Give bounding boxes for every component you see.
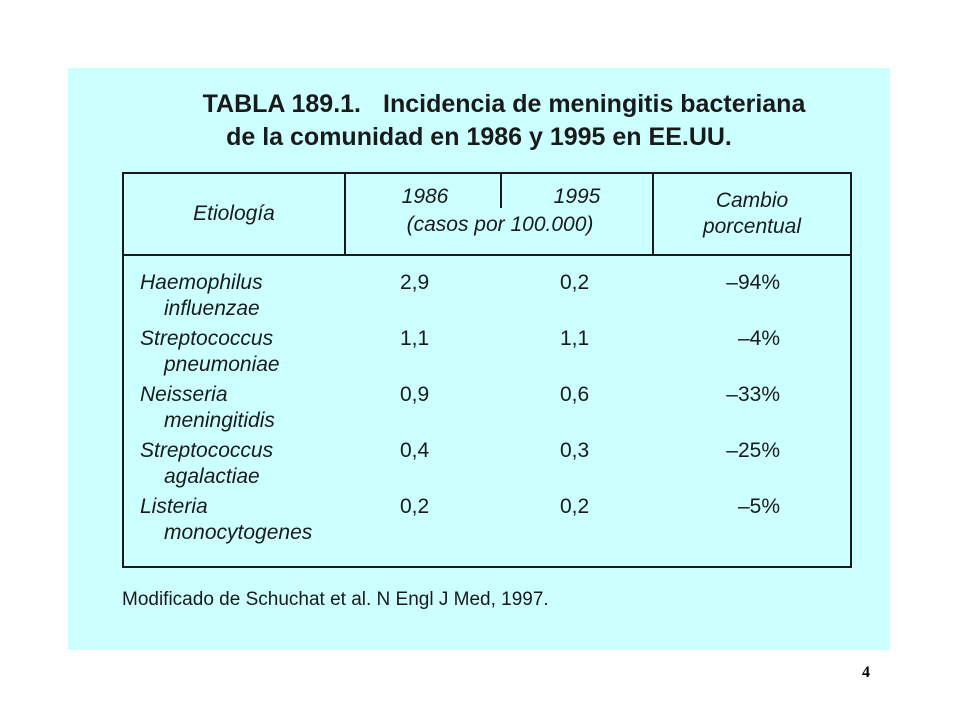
column-divider (344, 174, 346, 254)
etiology-species: monocytogenes (164, 521, 313, 544)
value-change: –4% (737, 327, 780, 350)
value-change: –25% (726, 439, 780, 462)
etiology-name (140, 438, 273, 490)
header-cambio-porcentual (654, 188, 850, 240)
table-row (124, 438, 850, 494)
title-line-1: Incidencia de meningitis bacteriana (383, 90, 806, 118)
value-1995: 0,2 (560, 271, 590, 294)
value-1995: 1,1 (560, 327, 590, 350)
header-etiologia: Etiología (193, 202, 275, 225)
table-row (124, 326, 850, 382)
etiology-species: pneumoniae (164, 353, 280, 376)
etiology-name (140, 326, 280, 378)
header-cambio-line1: Cambio (715, 189, 789, 212)
etiology-name (140, 494, 312, 546)
etiology-species: agalactiae (164, 465, 260, 488)
value-1986: 2,9 (400, 271, 430, 294)
value-1986: 0,9 (400, 383, 430, 406)
etiology-name (140, 270, 263, 322)
value-1986: 0,2 (400, 495, 430, 518)
value-1986: 0,4 (400, 439, 430, 462)
slide-panel (68, 68, 890, 650)
etiology-genus: Streptococcus (140, 439, 274, 462)
table-row (124, 382, 850, 438)
value-1995: 0,2 (560, 495, 590, 518)
table-row (124, 494, 850, 550)
etiology-genus: Haemophilus (140, 271, 263, 294)
etiology-species: meningitidis (164, 409, 275, 432)
value-1995: 0,3 (560, 439, 590, 462)
etiology-name (140, 382, 275, 434)
header-1995: 1995 (553, 185, 601, 208)
header-divider (124, 254, 850, 256)
value-1986: 1,1 (400, 327, 430, 350)
value-change: –5% (737, 495, 780, 518)
header-cambio-line2: porcentual (702, 215, 802, 238)
value-change: –94% (726, 271, 780, 294)
table-title (68, 88, 890, 154)
incidence-table (122, 172, 852, 568)
header-1986: 1986 (401, 185, 449, 208)
value-change: –33% (726, 383, 780, 406)
table-row (124, 270, 850, 326)
etiology-species: influenzae (164, 297, 260, 320)
etiology-genus: Neisseria (140, 383, 228, 406)
page-number: 4 (862, 664, 870, 681)
table-label: TABLA 189.1. (202, 90, 361, 118)
title-line-2: de la comunidad en 1986 y 1995 en EE.UU. (226, 123, 732, 151)
etiology-genus: Listeria (140, 495, 208, 518)
value-1995: 0,6 (560, 383, 590, 406)
source-citation: Modificado de Schuchat et al. N Engl J Med, 1997. (122, 589, 549, 610)
header-casos: (casos por 100.000) (406, 213, 594, 236)
etiology-genus: Streptococcus (140, 327, 274, 350)
